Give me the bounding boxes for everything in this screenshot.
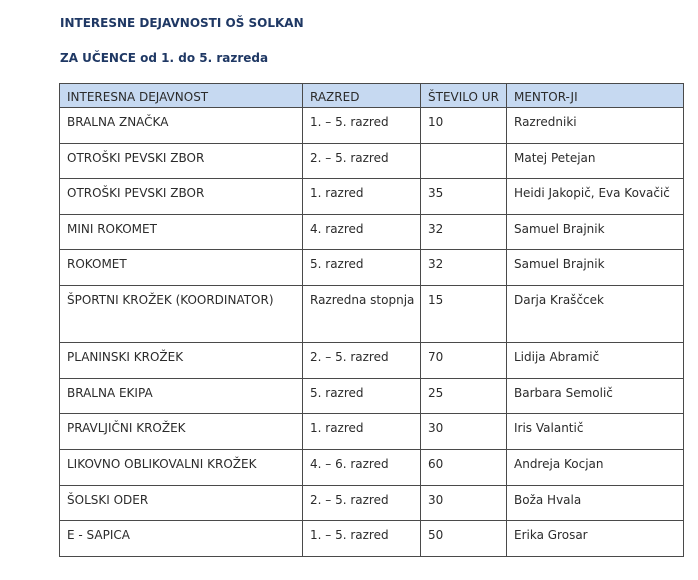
cell-mentor: Andreja Kocjan: [507, 450, 684, 486]
cell-activity: LIKOVNO OBLIKOVALNI KROŽEK: [60, 450, 303, 486]
cell-activity: ROKOMET: [60, 250, 303, 286]
cell-hours: 70: [421, 343, 507, 379]
cell-grade: 2. – 5. razred: [303, 144, 421, 179]
table-row: [60, 379, 684, 414]
table-row: [60, 144, 684, 179]
table-row: [60, 343, 684, 379]
cell-grade: 4. razred: [303, 215, 421, 250]
cell-activity: E - SAPICA: [60, 521, 303, 557]
cell-activity: BRALNA EKIPA: [60, 379, 303, 414]
cell-grade: Razredna stopnja: [303, 286, 421, 343]
cell-grade: 2. – 5. razred: [303, 486, 421, 521]
cell-mentor: Razredniki: [507, 108, 684, 144]
cell-activity: BRALNA ZNAČKA: [60, 108, 303, 144]
cell-hours: [421, 144, 507, 179]
cell-mentor: Samuel Brajnik: [507, 215, 684, 250]
table-row: [60, 286, 684, 343]
table-row: [60, 521, 684, 557]
cell-grade: 1. razred: [303, 179, 421, 215]
cell-hours: 60: [421, 450, 507, 486]
table-header-row: [60, 84, 684, 108]
cell-activity: OTROŠKI PEVSKI ZBOR: [60, 179, 303, 215]
cell-grade: 2. – 5. razred: [303, 343, 421, 379]
table-row: [60, 108, 684, 144]
cell-mentor: Boža Hvala: [507, 486, 684, 521]
column-header-hours: ŠTEVILO UR: [421, 84, 507, 108]
table-row: [60, 215, 684, 250]
cell-mentor: Heidi Jakopič, Eva Kovačič: [507, 179, 684, 215]
page-title: INTERESNE DEJAVNOSTI OŠ SOLKAN: [60, 16, 304, 30]
cell-grade: 5. razred: [303, 379, 421, 414]
cell-grade: 5. razred: [303, 250, 421, 286]
cell-mentor: Samuel Brajnik: [507, 250, 684, 286]
cell-activity: PRAVLJIČNI KROŽEK: [60, 414, 303, 450]
column-header-activity: INTERESNA DEJAVNOST: [60, 84, 303, 108]
cell-hours: 35: [421, 179, 507, 215]
cell-hours: 15: [421, 286, 507, 343]
cell-grade: 4. – 6. razred: [303, 450, 421, 486]
cell-mentor: Matej Petejan: [507, 144, 684, 179]
cell-mentor: Lidija Abramič: [507, 343, 684, 379]
cell-hours: 30: [421, 414, 507, 450]
cell-hours: 32: [421, 215, 507, 250]
cell-grade: 1. – 5. razred: [303, 521, 421, 557]
table-row: [60, 179, 684, 215]
page-subtitle: ZA UČENCE od 1. do 5. razreda: [60, 51, 269, 65]
cell-mentor: Darja Kraščcek: [507, 286, 684, 343]
column-header-grade: RAZRED: [303, 84, 421, 108]
cell-activity: OTROŠKI PEVSKI ZBOR: [60, 144, 303, 179]
table-row: [60, 414, 684, 450]
cell-grade: 1. razred: [303, 414, 421, 450]
cell-mentor: Erika Grosar: [507, 521, 684, 557]
cell-hours: 30: [421, 486, 507, 521]
cell-mentor: Barbara Semolič: [507, 379, 684, 414]
cell-activity: MINI ROKOMET: [60, 215, 303, 250]
cell-activity: ŠPORTNI KROŽEK (KOORDINATOR): [60, 286, 303, 343]
cell-hours: 25: [421, 379, 507, 414]
cell-grade: 1. – 5. razred: [303, 108, 421, 144]
activities-table: [59, 83, 684, 557]
cell-hours: 32: [421, 250, 507, 286]
cell-hours: 50: [421, 521, 507, 557]
table-row: [60, 450, 684, 486]
cell-mentor: Iris Valantič: [507, 414, 684, 450]
cell-activity: PLANINSKI KROŽEK: [60, 343, 303, 379]
table-row: [60, 250, 684, 286]
cell-activity: ŠOLSKI ODER: [60, 486, 303, 521]
cell-hours: 10: [421, 108, 507, 144]
table-row: [60, 486, 684, 521]
column-header-mentor: MENTOR-JI: [507, 84, 684, 108]
